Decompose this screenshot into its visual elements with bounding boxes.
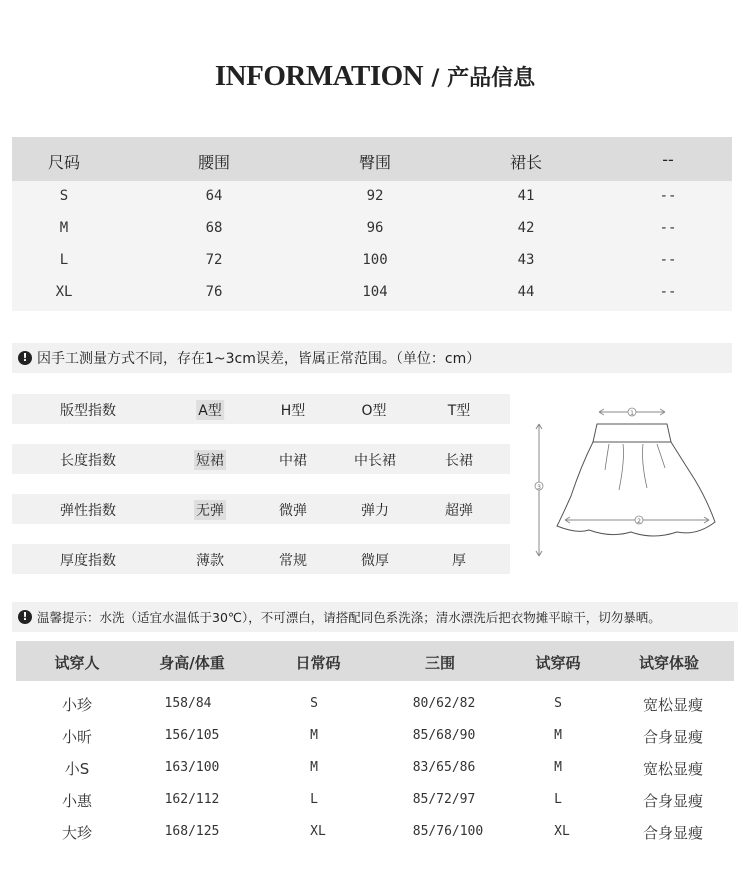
table-cell: 162/112	[164, 792, 220, 807]
model-header-name: 试穿人	[54, 654, 100, 672]
table-cell: M	[59, 220, 69, 236]
size-header-length: 裙长	[509, 153, 543, 172]
index-option: 超弹	[445, 503, 473, 519]
index-option: 中长裙	[354, 453, 396, 469]
fit-index-row	[12, 394, 510, 424]
table-cell: M	[310, 760, 318, 775]
table-row	[12, 181, 732, 213]
model-header-height-weight: 身高/体重	[159, 654, 225, 672]
model-header-experience: 试穿体验	[638, 654, 700, 672]
index-option: O型	[361, 403, 387, 419]
size-header-waist: 腰围	[197, 153, 231, 172]
measure-note-text: 因手工测量方式不同，存在1~3cm误差，皆属正常范围。（单位：cm）	[37, 351, 481, 367]
table-cell: 85/68/90	[412, 728, 476, 743]
table-cell: 44	[517, 284, 535, 300]
table-cell: S	[310, 696, 318, 711]
table-cell: 156/105	[164, 728, 220, 743]
table-cell: 104	[362, 284, 388, 300]
title-cn: / 产品信息	[431, 66, 536, 91]
table-cell: 小惠	[61, 792, 93, 810]
table-cell: 76	[205, 284, 223, 300]
table-row	[16, 688, 734, 720]
table-cell: XL	[554, 824, 570, 839]
table-cell: 68	[205, 220, 223, 236]
table-cell: 42	[517, 220, 535, 236]
index-option-selected: 短裙	[194, 450, 226, 470]
table-row	[16, 784, 734, 816]
table-cell: --	[659, 220, 677, 236]
index-option: 长裙	[445, 453, 473, 469]
table-cell: L	[310, 792, 318, 807]
table-cell: S	[59, 188, 69, 204]
exclamation-icon: !	[18, 610, 32, 624]
table-cell: 宽松显瘦	[642, 696, 704, 714]
table-cell: 41	[517, 188, 535, 204]
model-header-try-size: 试穿码	[535, 654, 581, 672]
model-header-daily-size: 日常码	[295, 654, 341, 672]
table-cell: 96	[366, 220, 384, 236]
table-row	[12, 277, 732, 309]
index-option: 微厚	[361, 553, 389, 569]
table-cell: --	[659, 252, 677, 268]
table-row	[12, 245, 732, 277]
table-cell: S	[554, 696, 562, 711]
index-option: 中裙	[279, 453, 307, 469]
table-row	[12, 213, 732, 245]
model-table-header	[16, 641, 734, 681]
table-cell: 83/65/86	[412, 760, 476, 775]
table-cell: M	[554, 760, 562, 775]
exclamation-icon: !	[18, 351, 32, 365]
diagram-mark-2: 2	[637, 518, 641, 525]
table-cell: 合身显瘦	[642, 824, 704, 842]
table-cell: XL	[55, 284, 73, 300]
title-en: INFORMATION	[214, 60, 424, 92]
index-option-selected: 无弹	[194, 500, 226, 520]
table-cell: 大珍	[61, 824, 93, 842]
index-label: 长度指数	[60, 453, 116, 469]
table-cell: 宽松显瘦	[642, 760, 704, 778]
skirt-illustration	[527, 396, 732, 571]
table-row	[16, 816, 734, 848]
table-cell: 163/100	[164, 760, 220, 775]
size-header-hip: 臀围	[358, 153, 392, 172]
index-option: 厚	[452, 553, 466, 569]
table-cell: XL	[310, 824, 326, 839]
index-option: T型	[447, 403, 471, 419]
table-cell: M	[554, 728, 562, 743]
index-option: 微弹	[279, 503, 307, 519]
index-option: H型	[280, 403, 306, 419]
index-option: 弹力	[361, 503, 389, 519]
length-index-row	[12, 444, 510, 474]
index-option: 常规	[279, 553, 307, 569]
table-cell: 100	[362, 252, 388, 268]
care-note-text: 温馨提示：水洗（适宜水温低于30℃），不可漂白，请搭配同色系洗涤；清水漂洗后把衣物摊平晾干，切勿暴晒。	[37, 610, 661, 625]
table-row	[16, 720, 734, 752]
measure-note	[12, 343, 732, 373]
table-cell: L	[554, 792, 562, 807]
table-cell: 85/72/97	[412, 792, 476, 807]
table-cell: 小S	[64, 760, 90, 778]
table-cell: --	[659, 284, 677, 300]
model-header-measurements: 三围	[424, 654, 456, 672]
table-cell: 92	[366, 188, 384, 204]
index-label: 厚度指数	[60, 553, 116, 569]
size-header-extra: --	[662, 150, 674, 169]
index-option: 薄款	[196, 553, 224, 569]
size-table-header	[12, 137, 732, 181]
table-cell: 85/76/100	[412, 824, 484, 839]
table-cell: 158/84	[164, 696, 212, 711]
diagram-mark-3: 3	[537, 484, 541, 491]
index-option-selected: A型	[196, 400, 224, 420]
index-label: 版型指数	[60, 403, 116, 419]
diagram-mark-1: 1	[630, 410, 634, 417]
skirt-measurement-diagram	[527, 396, 732, 571]
size-header-size: 尺码	[47, 153, 81, 172]
table-cell: 43	[517, 252, 535, 268]
index-label: 弹性指数	[60, 503, 116, 519]
care-note	[12, 602, 738, 632]
table-cell: 64	[205, 188, 223, 204]
table-cell: M	[310, 728, 318, 743]
table-cell: 80/62/82	[412, 696, 476, 711]
size-table-body	[12, 181, 732, 311]
page-title	[0, 60, 750, 93]
thickness-index-row	[12, 544, 510, 574]
table-cell: --	[659, 188, 677, 204]
table-cell: 合身显瘦	[642, 728, 704, 746]
table-cell: L	[59, 252, 69, 268]
table-cell: 72	[205, 252, 223, 268]
table-cell: 168/125	[164, 824, 220, 839]
table-row	[16, 752, 734, 784]
table-cell: 合身显瘦	[642, 792, 704, 810]
table-cell: 小昕	[61, 728, 93, 746]
elasticity-index-row	[12, 494, 510, 524]
table-cell: 小珍	[61, 696, 93, 714]
